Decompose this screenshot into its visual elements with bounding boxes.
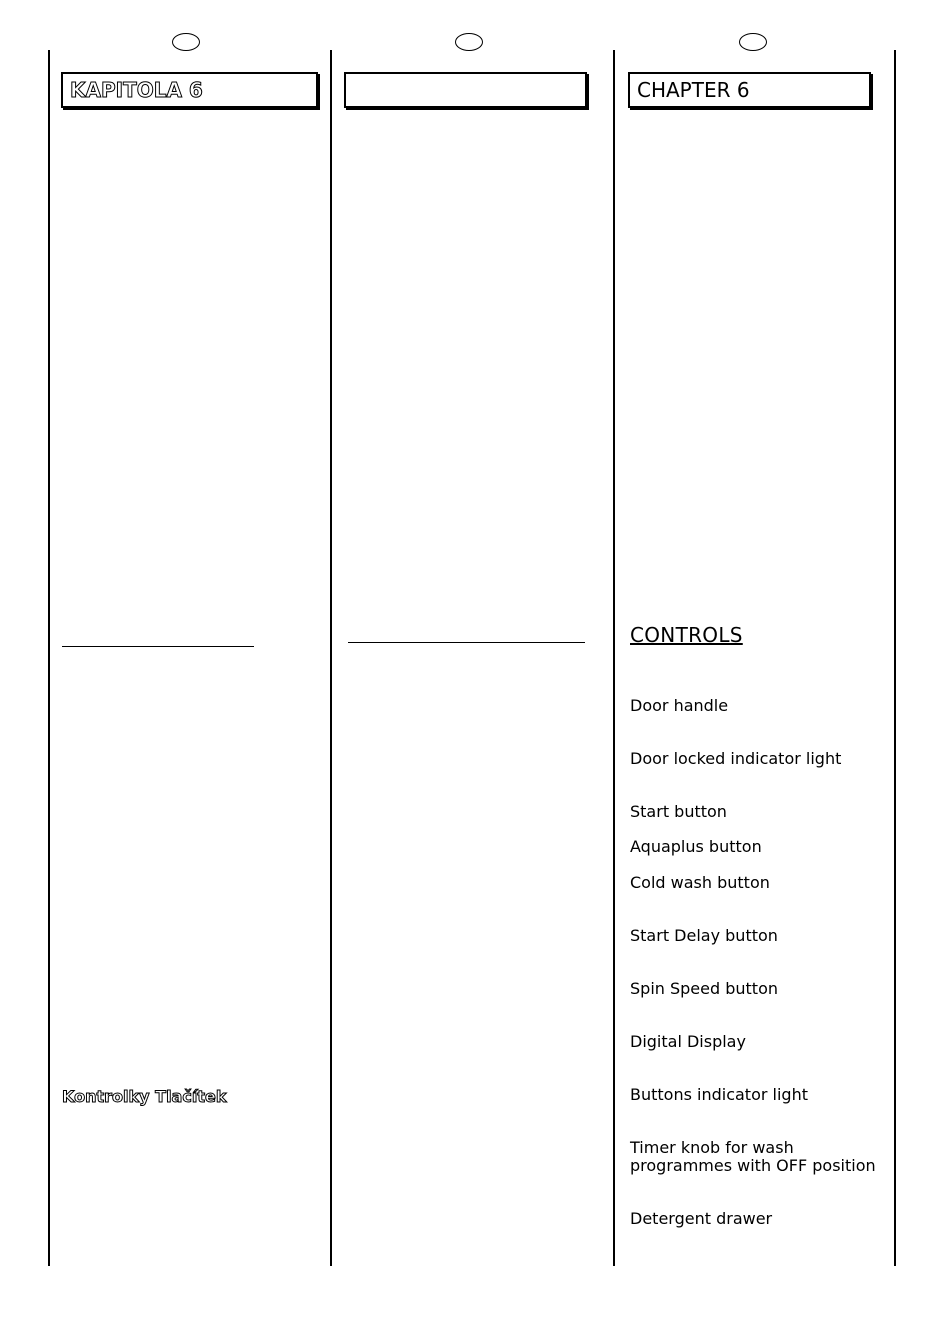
control-item-cold-wash-button: Cold wash button xyxy=(630,873,770,892)
control-item-detergent-drawer: Detergent drawer xyxy=(630,1209,773,1228)
chapter-title-right-text: CHAPTER 6 xyxy=(637,78,750,102)
section-label-left: Kontrolky Tlačítek xyxy=(62,1087,227,1106)
column-divider-right xyxy=(894,50,896,1266)
language-badge-left xyxy=(172,33,200,51)
column-divider-middle-left xyxy=(330,50,332,1266)
control-item-timer-knob: Timer knob for wash programmes with OFF position xyxy=(630,1138,876,1175)
chapter-title-right xyxy=(628,72,871,108)
section-rule-middle xyxy=(348,642,585,643)
control-item-aquaplus-button: Aquaplus button xyxy=(630,837,762,856)
column-divider-middle-right xyxy=(613,50,615,1266)
control-item-start-button: Start button xyxy=(630,802,727,821)
control-item-start-delay-button: Start Delay button xyxy=(630,926,778,945)
control-item-buttons-indicator-light: Buttons indicator light xyxy=(630,1085,808,1104)
chapter-title-middle xyxy=(344,72,587,108)
chapter-title-left xyxy=(61,72,318,108)
chapter-title-left-text: KAPITOLA 6 xyxy=(70,78,203,102)
controls-heading: CONTROLS xyxy=(630,623,743,647)
language-badge-middle xyxy=(455,33,483,51)
control-item-spin-speed-button: Spin Speed button xyxy=(630,979,778,998)
language-badge-right xyxy=(739,33,767,51)
control-item-door-locked-light: Door locked indicator light xyxy=(630,749,842,768)
control-item-digital-display: Digital Display xyxy=(630,1032,746,1051)
column-divider-left xyxy=(48,50,50,1266)
control-item-door-handle: Door handle xyxy=(630,696,729,715)
section-rule-left xyxy=(62,646,254,647)
